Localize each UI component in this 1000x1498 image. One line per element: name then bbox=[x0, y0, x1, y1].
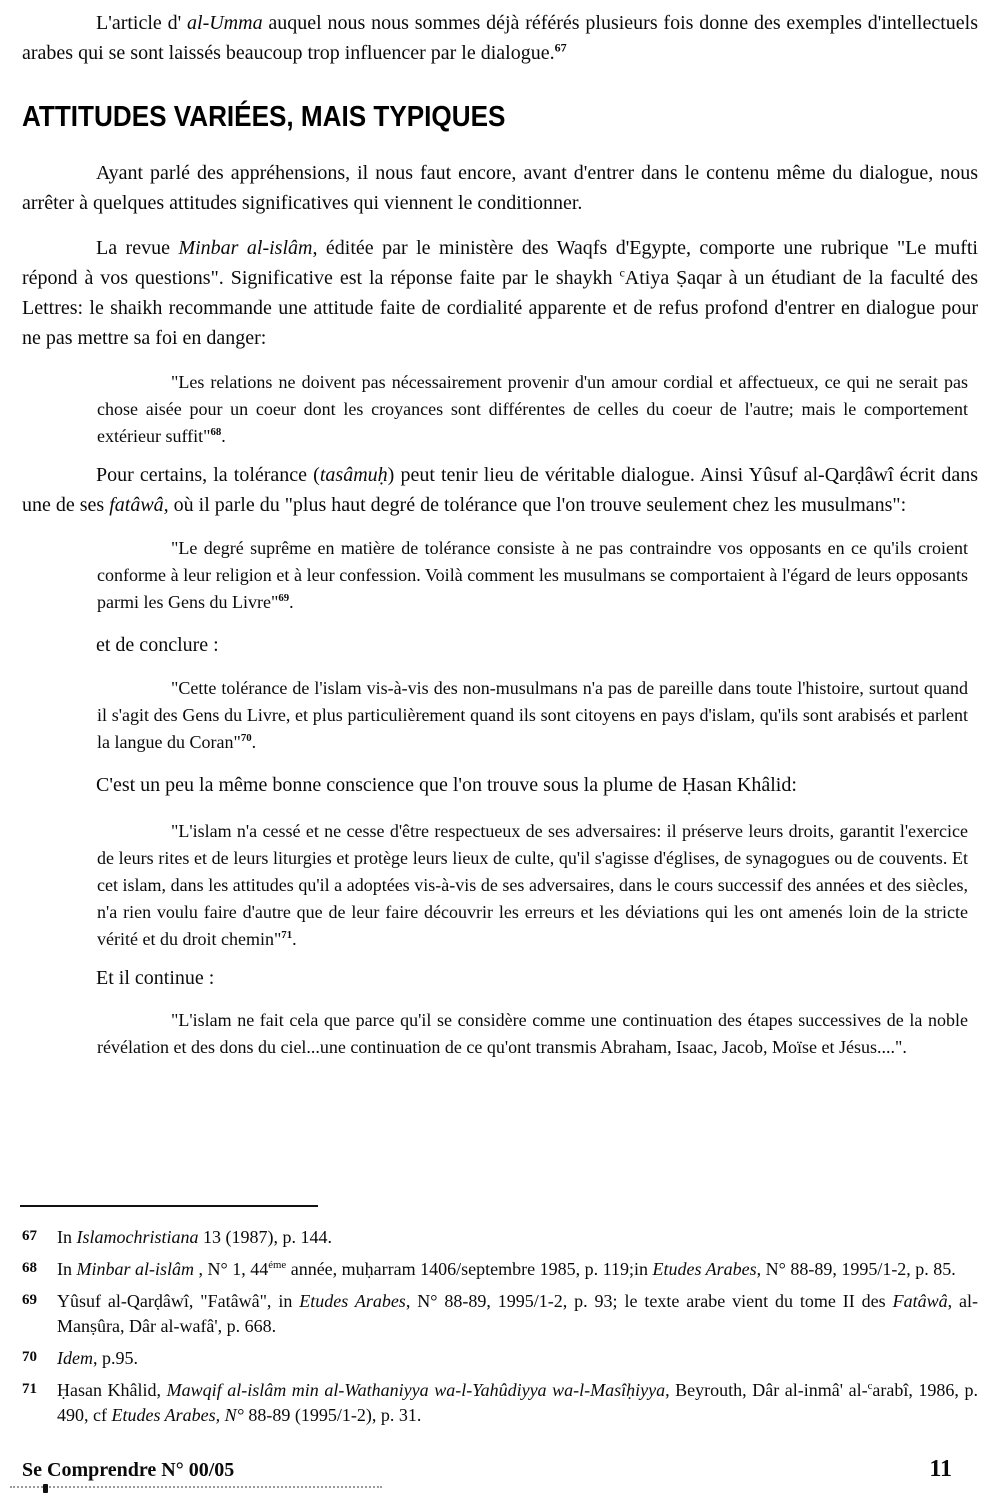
paragraph-ayant-parle: Ayant parlé des appréhensions, il nous faut encore, avant d'entrer dans le contenu même du dialogue, nous arrêter à quelques attitudes significatives qui viennent le conditionner. bbox=[22, 162, 978, 214]
paragraph-la-revue: La revue Minbar al-islâm, éditée par le ministère des Waqfs d'Egypte, comporte une rubrique "Le mufti répond à vos questions". Significative est la réponse faite par le shaykh $^c$Atiya Ṣaqar à un étudiant de la faculté des Lettres: le shaikh recommande une attitude faite de cordialité apparente et de refus profond d'entrer en dialogue pour ne pas mettre sa foi en danger: bbox=[22, 237, 978, 349]
footnote-number: 69 bbox=[22, 1292, 37, 1308]
paragraph-bonne-conscience: C'est un peu la même bonne conscience que l'on trouve sous la plume de Ḥasan Khâlid: bbox=[96, 774, 797, 796]
block-quote-cette-tolerance: "Cette tolérance de l'islam vis-à-vis des non-musulmans n'a pas de pareille dans toute l'histoire, surtout quand il s'agit des Gens du Livre, et plus particulièrement quand ils sont citoyens en pays d'islam, qu'ils sont arabisés et parlent la langue du Coran"$^{70}$. bbox=[97, 678, 968, 752]
footnote-text: In Minbar al-islâm , N° 1, $44^{éme}$ année, muḥarram 1406/septembre 1985, p. 119;in Etudes Arabes, N° 88-89, 1995/1-2, p. 85. bbox=[57, 1259, 956, 1279]
footnote-number: 68 bbox=[22, 1260, 37, 1276]
footnote-71 bbox=[22, 1378, 978, 1428]
page-number: 11 bbox=[929, 1456, 952, 1482]
footnote-67 bbox=[22, 1225, 978, 1250]
footnotes-section bbox=[22, 1225, 978, 1435]
footnote-69 bbox=[22, 1289, 978, 1339]
footnote-68 bbox=[22, 1257, 978, 1282]
scan-artifact-line bbox=[10, 1486, 382, 1488]
footnote-70 bbox=[22, 1346, 978, 1371]
footnote-separator-rule bbox=[20, 1205, 318, 1207]
footnote-text: Ḥasan Khâlid, Mawqif al-islâm min al-Wathaniyya wa-l-Yahûdiyya wa-l-Masîḥiyya, Beyrouth, Dâr al-inmâ' al-$^c$arabî, 1986, p. 490, cf Etudes Arabes, N° 88-89 (1995/1-2), p. 31. bbox=[57, 1380, 978, 1425]
page-footer bbox=[22, 1456, 978, 1483]
footnote-number: 67 bbox=[22, 1228, 37, 1244]
paragraph-tolerance: Pour certains, la tolérance (tasâmuḥ) peut tenir lieu de véritable dialogue. Ainsi Yûsuf al-Qarḍâwî écrit dans une de ses fatâwâ, où il parle du "plus haut degré de tolérance que l'on trouve seulement chez les musulmans": bbox=[22, 464, 978, 516]
block-quote-islam-respectueux: "L'islam n'a cessé et ne cesse d'être respectueux de ses adversaires: il préserve leurs droits, garantit l'exercice de leurs rites et de leurs liturgies et protège leurs lieux de culte, qu'il s'agisse d'églises, de synagogues ou de couvents. Et cet islam, dans les attitudes qu'il a adoptées vis-à-vis de ses adversaires, dans le cours successif des années et des siècles, n'a rien voulu faire d'autre que de leur faire découvrir les erreurs et les déviations qui les ont amenés loin de la stricte vérité et du droit chemin"$^{71}$. bbox=[97, 821, 968, 949]
section-heading: ATTITUDES VARIÉES, MAIS TYPIQUES bbox=[22, 101, 506, 133]
footnote-text: Idem, p.95. bbox=[57, 1348, 138, 1368]
journal-title: Se Comprendre N° 00/05 bbox=[22, 1459, 235, 1481]
block-quote-degre-supreme: "Le degré suprême en matière de tolérance consiste à ne pas contraindre vos opposants en ce qu'ils croient conforme à leur religion et à leur confession. Voilà comment les musulmans se comportaient à l'égard de leurs opposants parmi les Gens du Livre"$^{69}$. bbox=[97, 538, 968, 612]
footnote-text: Yûsuf al-Qarḍâwî, "Fatâwâ", in Etudes Arabes, N° 88-89, 1995/1-2, p. 93; le texte arabe vient du tome II des Fatâwâ, al-Manṣûra, Dâr al-wafâ', p. 668. bbox=[57, 1291, 978, 1336]
scan-artifact-mark bbox=[43, 1484, 48, 1493]
paragraph-intro: L'article d' al-Umma auquel nous nous sommes déjà référés plusieurs fois donne des exemples d'intellectuels arabes qui se sont laissés beaucoup trop influencer par le dialogue.$^{67}$ bbox=[22, 12, 978, 64]
paragraph-et-de-conclure: et de conclure : bbox=[96, 634, 219, 656]
block-quote-relations: "Les relations ne doivent pas nécessairement provenir d'un amour cordial et affectueux, ce qui ne serait pas chose aisée pour un coeur dont les croyances sont différentes de celles du coeur de l'autre; mais le comportement extérieur suffit"$^{68}$. bbox=[97, 372, 968, 446]
block-quote-continuation: "L'islam ne fait cela que parce qu'il se considère comme une continuation des étapes successives de la noble révélation et des dons du ciel...une continuation de ce qu'ont transmis Abraham, Isaac, Jacob, Moïse et Jésus....". bbox=[97, 1010, 968, 1057]
paragraph-et-il-continue: Et il continue : bbox=[96, 967, 215, 989]
footnote-text: In Islamochristiana 13 (1987), p. 144. bbox=[57, 1227, 333, 1247]
footnote-number: 71 bbox=[22, 1381, 37, 1397]
footnote-number: 70 bbox=[22, 1349, 37, 1365]
